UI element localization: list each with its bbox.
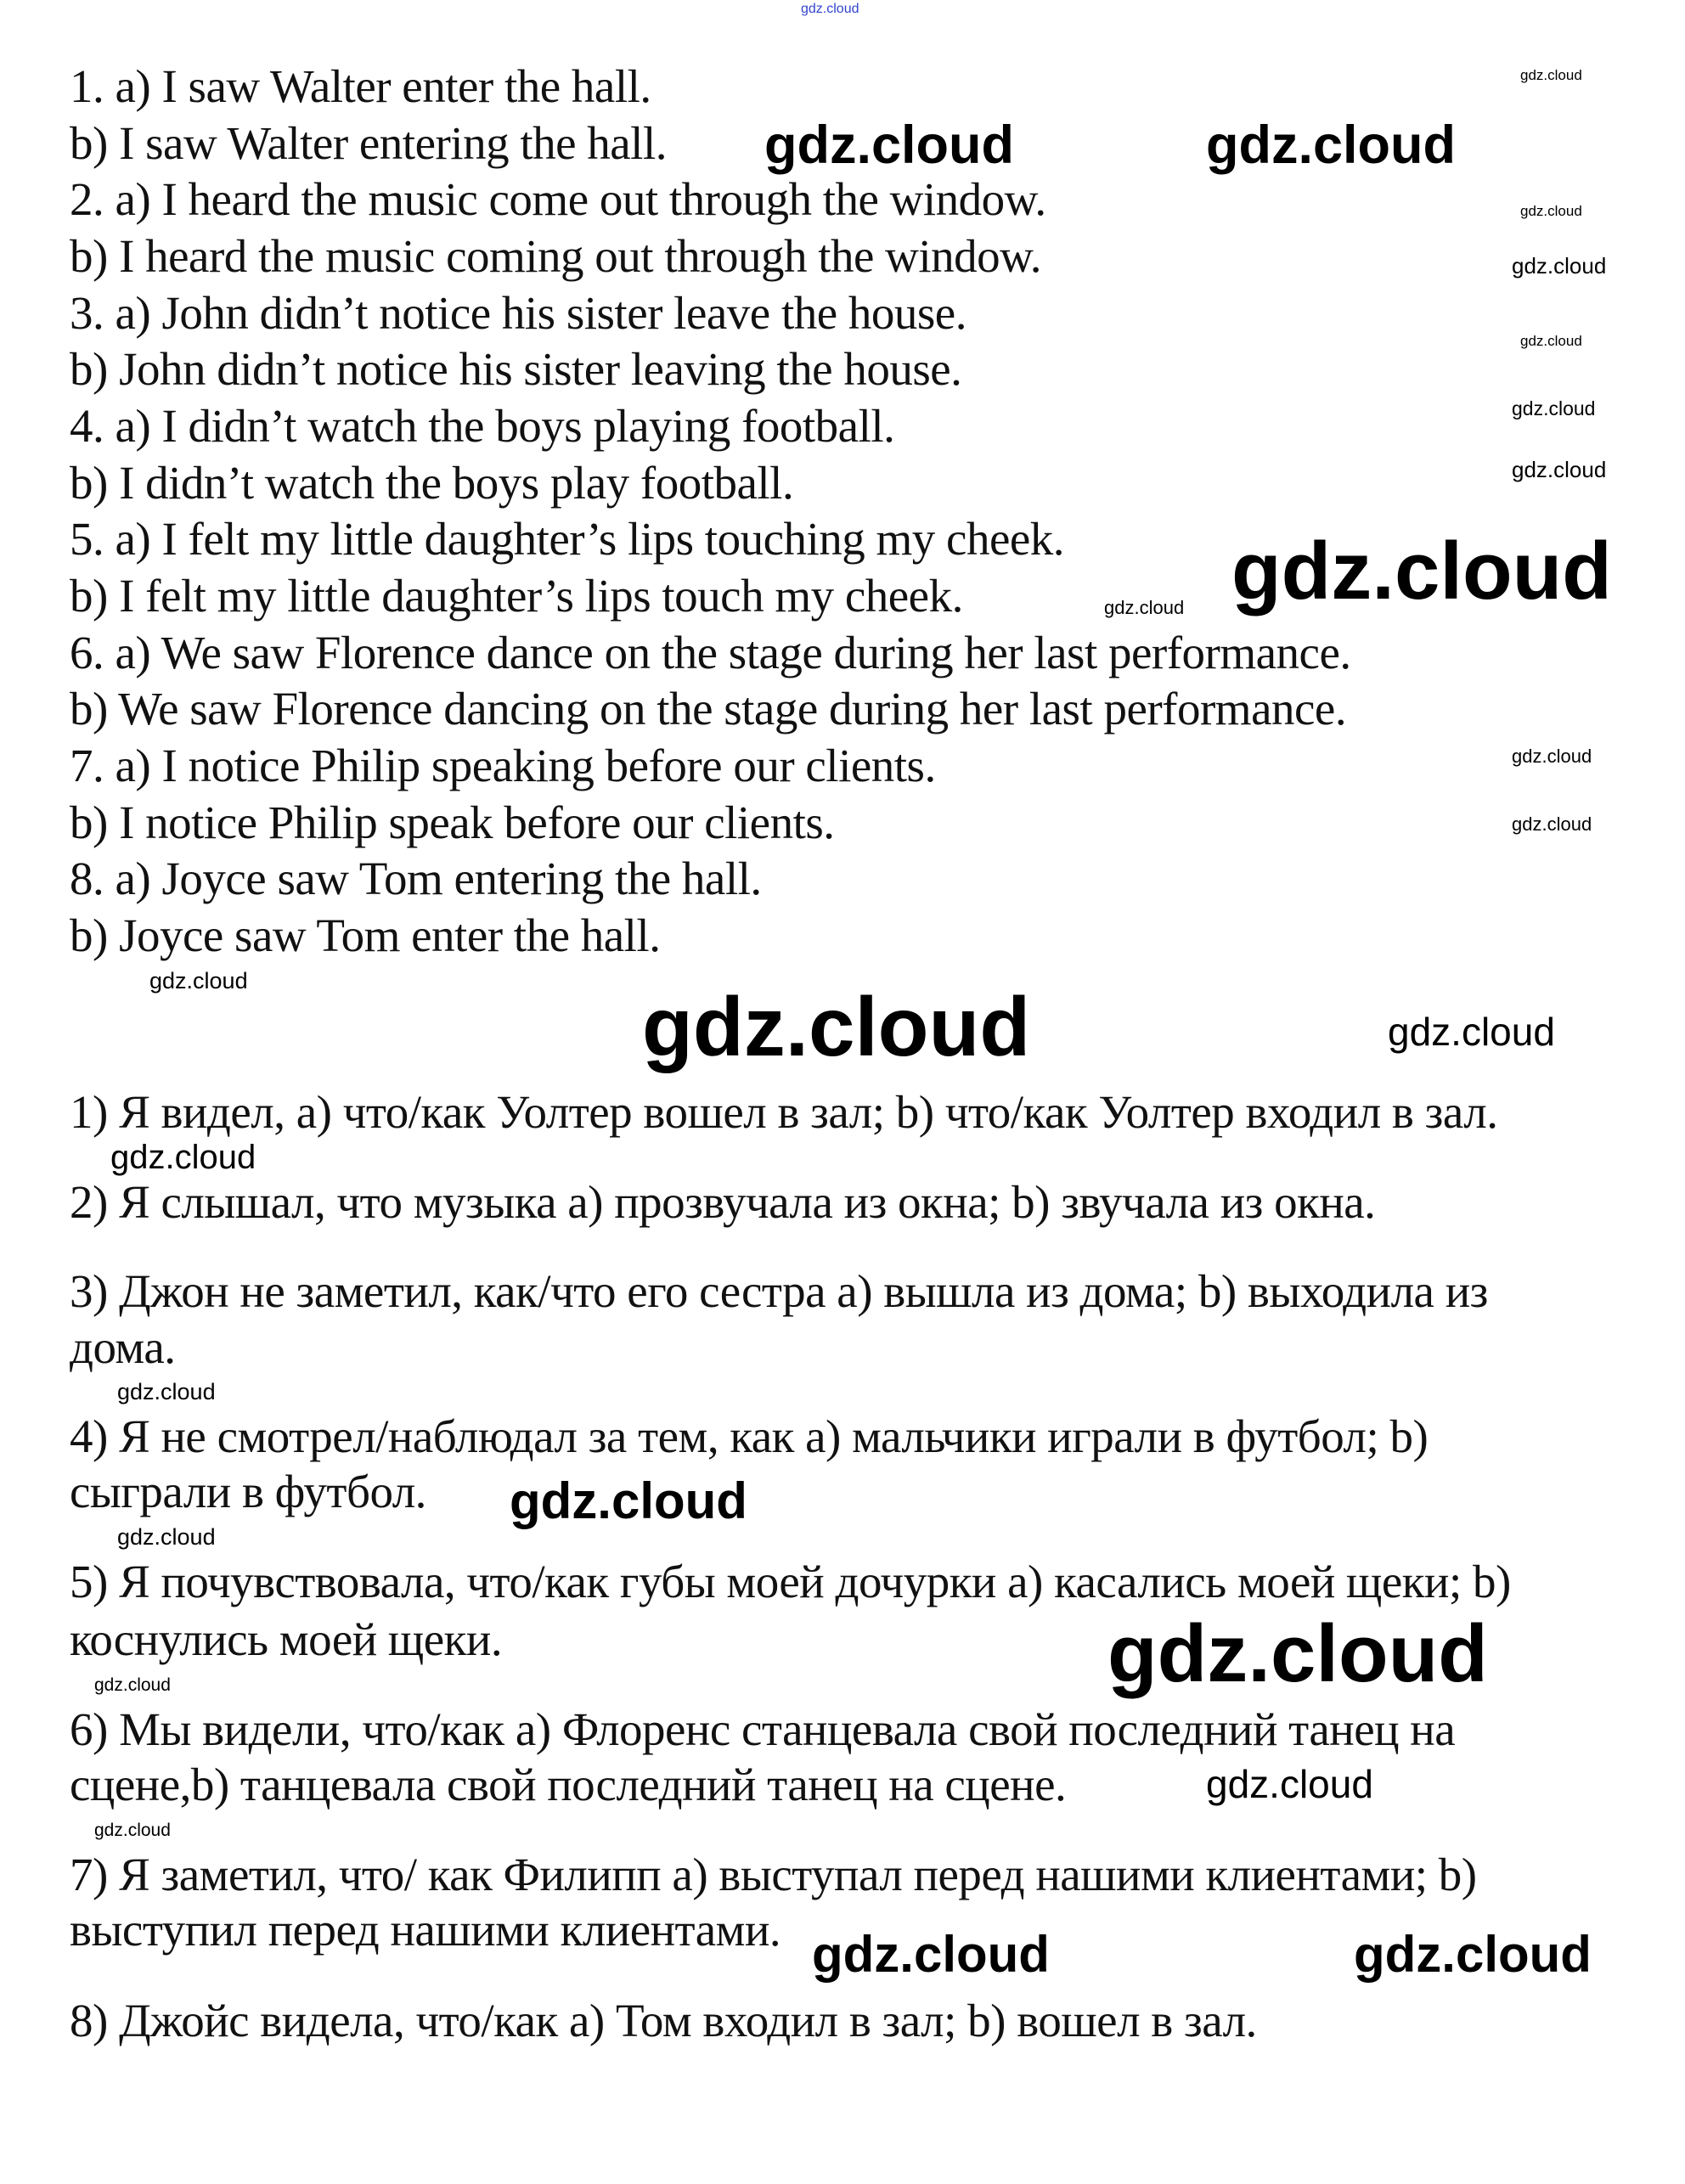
english-line: b) I felt my little daughter’s lips touch my cheek. <box>70 570 963 622</box>
watermark: gdz.cloud <box>94 1675 171 1695</box>
english-line: b) We saw Florence dancing on the stage during her last performance. <box>70 683 1347 735</box>
watermark: gdz.cloud <box>1107 1608 1488 1699</box>
watermark: gdz.cloud <box>117 1379 216 1404</box>
english-line: b) I heard the music coming out through the window. <box>70 230 1042 282</box>
russian-line: 6) Мы видели, что/как a) Флоренс станцевала свой последний танец на <box>70 1703 1456 1755</box>
watermark: gdz.cloud <box>1104 597 1185 618</box>
watermark: gdz.cloud <box>1206 1762 1373 1806</box>
watermark: gdz.cloud <box>1388 1010 1555 1054</box>
watermark: gdz.cloud <box>642 980 1031 1073</box>
russian-line: дома. <box>70 1321 176 1373</box>
watermark: gdz.cloud <box>1520 333 1582 349</box>
english-line: 6. a) We saw Florence dance on the stage during her last performance. <box>70 627 1351 678</box>
watermark: gdz.cloud <box>94 1821 171 1840</box>
watermark: gdz.cloud <box>801 2 859 16</box>
russian-line: 1) Я видел, a) что/как Уолтер вошел в зал; b) что/как Уолтер входил в зал. <box>70 1086 1498 1138</box>
russian-line: 7) Я заметил, что/ как Филипп a) выступал перед нашими клиентами; b) <box>70 1849 1477 1900</box>
watermark: gdz.cloud <box>1231 526 1612 616</box>
watermark: gdz.cloud <box>764 115 1014 175</box>
watermark: gdz.cloud <box>1512 746 1592 767</box>
russian-line: 2) Я слышал, что музыка a) прозвучала из окна; b) звучала из окна. <box>70 1176 1376 1228</box>
english-line: b) I saw Walter entering the hall. <box>70 117 667 169</box>
russian-line: сцене,b) танцевала свой последний танец на сцене. <box>70 1759 1067 1810</box>
russian-line: 3) Джон не заметил, как/что его сестра a) вышла из дома; b) выходила из <box>70 1265 1488 1317</box>
watermark: gdz.cloud <box>1206 115 1456 175</box>
english-line: b) I notice Philip speak before our clients. <box>70 796 835 848</box>
english-line: 8. a) Joyce saw Tom entering the hall. <box>70 853 762 904</box>
watermark: gdz.cloud <box>1520 67 1582 83</box>
english-line: 7. a) I notice Philip speaking before our clients. <box>70 740 936 791</box>
russian-line: выступил перед нашими клиентами. <box>70 1904 781 1956</box>
watermark: gdz.cloud <box>510 1472 747 1529</box>
watermark: gdz.cloud <box>1512 397 1596 419</box>
english-line: 5. a) I felt my little daughter’s lips touching my cheek. <box>70 513 1065 565</box>
watermark: gdz.cloud <box>1512 457 1607 482</box>
english-line: b) Joyce saw Tom enter the hall. <box>70 909 661 961</box>
watermark: gdz.cloud <box>1354 1926 1592 1983</box>
english-line: b) John didn’t notice his sister leaving the house. <box>70 343 962 395</box>
watermark: gdz.cloud <box>1520 203 1582 219</box>
watermark: gdz.cloud <box>110 1139 256 1176</box>
watermark: gdz.cloud <box>1512 253 1607 279</box>
english-line: 4. a) I didn’t watch the boys playing football. <box>70 400 895 452</box>
watermark: gdz.cloud <box>149 968 248 993</box>
watermark: gdz.cloud <box>117 1524 216 1550</box>
russian-line: 8) Джойс видела, что/как a) Том входил в зал; b) вошел в зал. <box>70 1995 1257 2046</box>
english-line: 3. a) John didn’t notice his sister leave the house. <box>70 287 966 339</box>
watermark: gdz.cloud <box>812 1926 1050 1983</box>
english-line: b) I didn’t watch the boys play football. <box>70 457 794 509</box>
russian-line: 4) Я не смотрел/наблюдал за тем, как a) мальчики играли в футбол; b) <box>70 1410 1429 1462</box>
english-line: 1. a) I saw Walter enter the hall. <box>70 60 651 112</box>
russian-line: сыграли в футбол. <box>70 1466 426 1517</box>
russian-line: 5) Я почувствовала, что/как губы моей дочурки a) касались моей щеки; b) <box>70 1556 1511 1607</box>
russian-line: коснулись моей щеки. <box>70 1613 503 1665</box>
english-line: 2. a) I heard the music come out through the window. <box>70 173 1046 225</box>
watermark: gdz.cloud <box>1512 813 1592 835</box>
